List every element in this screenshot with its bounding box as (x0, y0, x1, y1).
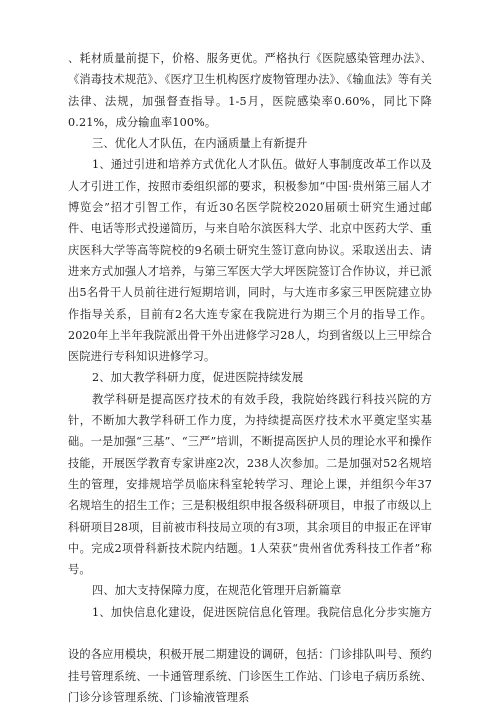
section-heading-talent: 三、优化人才队伍，在内涵质量上有新提升 (92, 137, 308, 151)
paragraph-continued: 、耗材质量前提下，价格、服务更优。严格执行《医院感染管理办法》、《消毒技术规范》、《医疗卫生机构医疗废物管理办法》、《输血法》等有关法律、法规，加强督查指导。1-5月，医院感染率0.60%，同比下降0.21%，成分输血率100%。 (68, 52, 432, 129)
section-heading-support: 四、加大支持保障力度，在规范化管理开启新篇章 (92, 584, 342, 598)
subheading-research: 2、加大教学科研力度，促进医院持续发展 (92, 371, 304, 385)
paragraph-talent: 1、通过引进和培养方式优化人才队伍。做好人事制度改革工作以及人才引进工作，按照市委组织部的要求，积极参加“中国·贵州第三届人才博览会”招才引智工作，有近30名医学院校2020届硕士研究生通过邮件、电话等形式投递简历，与来自哈尔滨医科大学、北京中医药大学、重庆医科大学等高等院校的9名硕士研究生签订意向协议。采取送出去、请进来方式加强人才培养，与第三军医大学大坪医院签订合作协议，并已派出5名骨干人员前往进行短期培训，同时，与大连市多家三甲医院建立协作指导关系，目前有2名大连专家在我院进行为期三个月的指导工作。2020年上半年我院派出骨干外出进修学习28人，均到省级以上三甲综合医院进行专科知识进修学习。 (68, 158, 432, 364)
paragraph-research: 教学科研是提高医疗技术的有效手段，我院始终践行科技兴院的方针，不断加大教学科研工作力度，为持续提高医疗技术水平奠定坚实基础。一是加强“三基”、“三严”培训，不断提高医护人员的理论水平和操作技能，开展医学教育专家讲座2次，238人次参加。二是加强对52名规培生的管理，安排规培学员临床科室轮转学习、理论上课，并组织今年37名规培生的招生工作；三是积极组织申报各级科研项目，申报了市级以上科研项目28项，目前被市科技局立项的有3项，其余项目的申报正在评审中。完成2项骨科新技术院内结题。1人荣获“贵州省优秀科技工作者”称号。 (68, 392, 432, 577)
page-bottom-margin (0, 625, 500, 647)
paragraph-informatization: 1、加快信息化建设，促进医院信息化管理。我院信息化分步实施方 设的各应用模块，积极开展二期建设的调研，包括：门诊排队叫号、预约挂号管理系统、一卡通管理系统、门诊医生工作站、门诊电子病历系统、门诊分诊管理系统、门诊输液管理系 (68, 605, 432, 704)
